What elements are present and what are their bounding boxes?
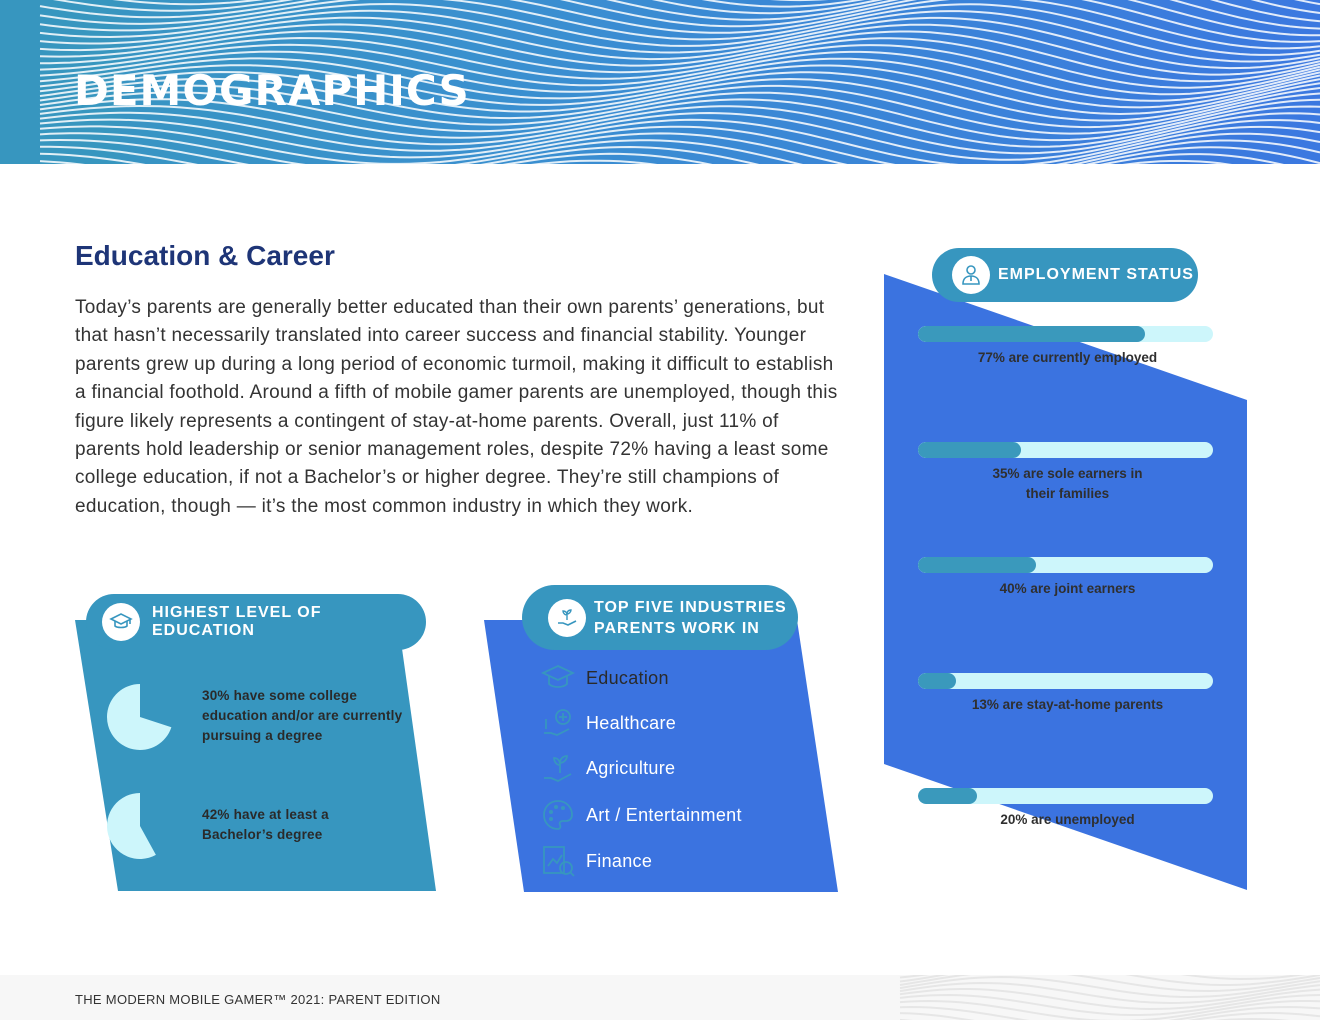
industries-header (522, 585, 798, 650)
person-icon (952, 256, 990, 294)
education-stat-1: 30% have some college education and/or are currently pursuing a degree (202, 688, 403, 743)
section-title: Education & Career (75, 240, 335, 271)
employment-title: EMPLOYMENT STATUS (998, 266, 1194, 283)
graduation-cap-icon (102, 603, 140, 641)
employment-bar-fill (918, 788, 977, 804)
employment-bar (918, 557, 1213, 573)
footer (0, 975, 1320, 1020)
industries-title-line1: TOP FIVE INDUSTRIES (594, 598, 787, 616)
employment-bar (918, 442, 1213, 458)
employment-bar-fill (918, 557, 1036, 573)
industry-label: Art / Entertainment (586, 804, 742, 825)
plant-hand-icon (540, 750, 576, 786)
palette-icon (540, 797, 576, 833)
employment-header (932, 248, 1198, 302)
industries-title-line2: PARENTS WORK IN (594, 619, 760, 637)
industry-label: Agriculture (586, 757, 676, 778)
industries-title (594, 597, 787, 639)
hand-plant-icon (548, 599, 586, 637)
industry-label: Healthcare (586, 712, 677, 733)
education-title: HIGHEST LEVEL OF EDUCATION (152, 604, 322, 639)
medical-hand-icon (540, 705, 576, 741)
education-stat-2: 42% have at least a Bachelor’s degree (202, 807, 329, 842)
employment-bar (918, 326, 1213, 342)
employment-bar-fill (918, 673, 956, 689)
employment-bar-fill (918, 326, 1145, 342)
page-title: DEMOGRAPHICS (74, 66, 470, 115)
employment-bar (918, 673, 1213, 689)
industry-item-art (540, 797, 742, 833)
intro-paragraph: Today’s parents are generally better educated than their own parents’ generations, but that hasn’t necessarily translated into career success and financial stability. Younger parents grew up during a long period of economic turmoil, making it difficult to establish a financial foothold. Around a fifth of mobile gamer parents are unemployed, though this figure likely represents a contingent of stay-at-home parents. Overall, just 11% of parents hold leadership or senior management roles, despite 72% having a least some college education, if not a Bachelor’s or higher degree. They’re still champions of education, though — it’s the most common industry in which they work. (75, 297, 838, 517)
employment-bar-label: 20% are unemployed (1000, 812, 1135, 827)
employment-bar-label: 35% are sole earners in their families (992, 466, 1143, 501)
graduation-cap-icon (540, 660, 576, 696)
industry-label: Finance (586, 850, 653, 871)
industry-label: Education (586, 667, 669, 688)
industry-item-healthcare (540, 705, 676, 741)
education-header (86, 594, 426, 650)
industry-item-finance (540, 843, 652, 879)
employment-bar-label: 40% are joint earners (999, 581, 1136, 596)
employment-bar-label: 13% are stay-at-home parents (971, 697, 1164, 712)
industry-item-agriculture (540, 750, 675, 786)
industry-item-education (540, 660, 669, 696)
employment-bar (918, 788, 1213, 804)
footer-text: THE MODERN MOBILE GAMER™ 2021: PARENT EDITION (75, 992, 441, 1007)
education-panel-bg (75, 620, 436, 891)
employment-bar-fill (918, 442, 1021, 458)
employment-bar-label: 77% are currently employed (977, 350, 1158, 365)
finance-chart-icon (540, 843, 576, 879)
